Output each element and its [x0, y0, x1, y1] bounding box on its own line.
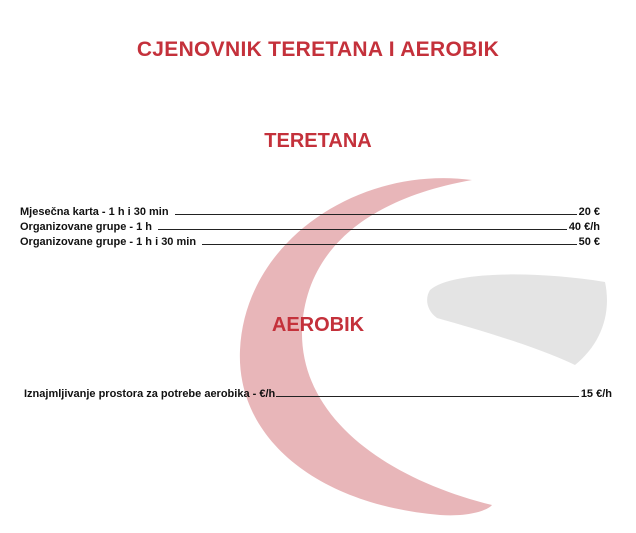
price-row-value: 50 €: [578, 236, 600, 248]
price-row-label: Iznajmljivanje prostora za potrebe aerobika - €/h: [24, 388, 276, 400]
leader-line: [158, 229, 567, 230]
page-title: CJENOVNIK TERETANA I AEROBIK: [136, 38, 500, 61]
price-row-label: Mjesečna karta - 1 h i 30 min: [20, 206, 169, 218]
price-row: [20, 234, 600, 248]
price-row-label: Organizovane grupe - 1 h i 30 min: [20, 236, 197, 248]
section-heading-teretana: TERETANA: [264, 130, 372, 152]
leader-line: [276, 396, 579, 397]
price-row-value: 15 €/h: [580, 388, 612, 400]
price-row: [24, 386, 612, 400]
price-row-value: 40 €/h: [568, 221, 600, 233]
leader-line: [202, 244, 577, 245]
section-heading-aerobik: AEROBIK: [271, 314, 365, 336]
price-row-value: 20 €: [578, 206, 600, 218]
price-row-label: Organizovane grupe - 1 h: [20, 221, 153, 233]
price-row: [20, 219, 600, 233]
price-row: [20, 204, 600, 218]
leader-line: [175, 214, 577, 215]
